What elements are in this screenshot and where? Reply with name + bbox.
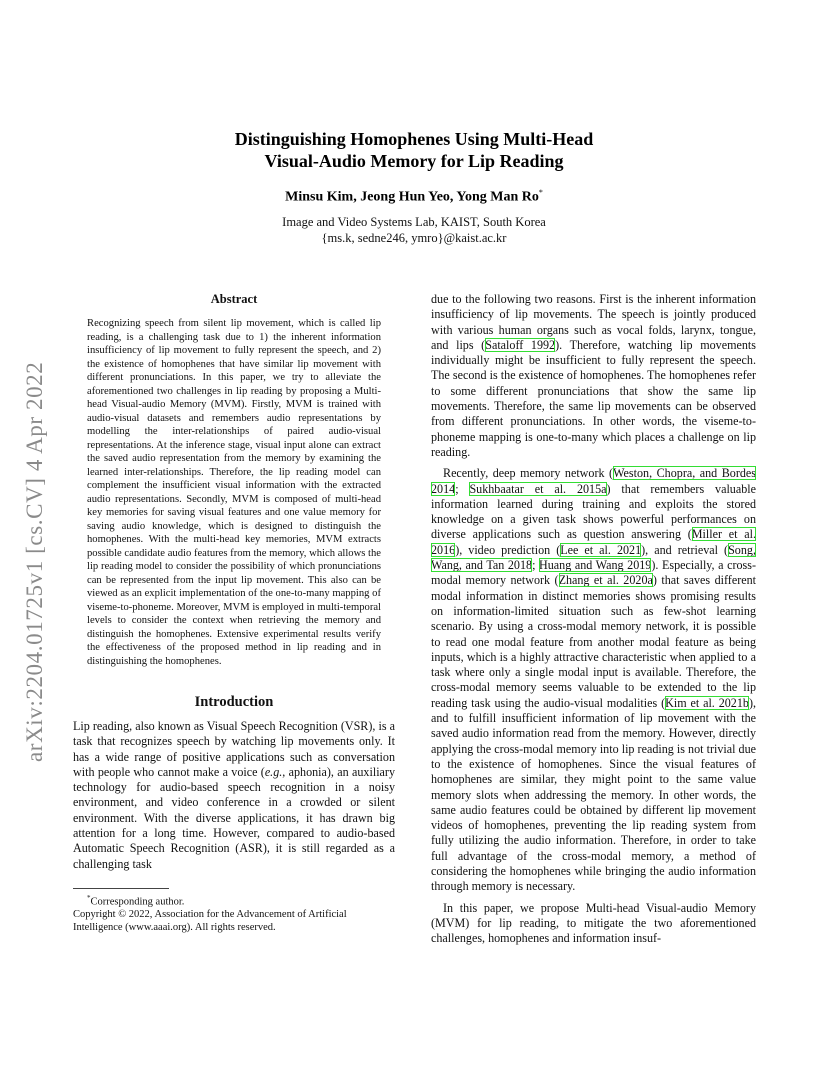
footnotes [73,892,395,935]
body-text-part: ), and retrieval ( [641,542,729,557]
affiliation-line: Image and Video Systems Lab, KAIST, South Korea [282,214,546,229]
intro-text-part: Lip reading, also known as Visual Speech Recognition (VSR), is a task that recognizes speech by watching lip movements only. It has a wide range of positive applications such as conversation with people who cannot make a voice ( [73,719,395,779]
introduction-heading: Introduction [194,694,274,710]
authors-text: Minsu Kim, Jeong Hun Yeo, Yong Man Ro [285,189,539,205]
intro-text-part: , aphonia), an auxiliary technology for audio-based speech recognition in a noisy environment, and video conference in a crowded or silent environment. With the diverse applications, it has drawn big attention for a long time. However, compared to audio-based Automatic Speech Recognition (ASR), it is still regarded as a challenging task [73,764,395,871]
arxiv-side-stamp: arXiv:2204.01725v1 [cs.CV] 4 Apr 2022 [22,361,47,762]
author-list [0,188,828,206]
body-text-part: Recently, deep memory network ( [443,466,614,481]
right-paragraph-2 [431,466,756,894]
body-text-part: ). Especially, a cross-modal memory network ( [431,558,756,588]
body-text-part: ) that remembers valuable information learned during training and exploits the stored knowledge on a given task shows powerful performances on diverse applications such as question answering ( [431,481,757,542]
intro-eg: e.g. [264,764,283,779]
body-text-part: ; [532,558,540,573]
paper-title [0,128,828,172]
right-paragraph-3: In this paper, we propose Multi-head Visual-audio Memory (MVM) for lip reading, to mitigate the two aforementioned challenges, homophenes and information insuf- [431,900,756,946]
citation-link[interactable]: Lee et al. 2021 [560,542,642,557]
body-text-part: ), and to fulfill insufficient information of lip movement with the saved audio information read from the memory. However, directly applying the cross-modal memory into lip reading is not trivial due to the existence of homophenes. Since the visual features of homophenes are similar, they might point to the same value memory slots when addressing the memory. In other words, the same audio features could be obtained by different lip movement videos of homophenes, preventing the lip reading system from fully utilizing the audio information. Therefore, in order to take full advantage of the cross-modal memory, a method of considering the homophenes while bringing the audio information through memory is necessary. [431,695,756,894]
left-column [73,292,395,934]
paper-header [0,128,828,246]
citation-link[interactable]: Sataloff 1992 [485,337,556,352]
footnote-text: Corresponding author. [90,896,185,908]
body-text-part: due to the following two reasons. First is the inherent information insufficiency of lip movements. The speech is jointly produced with various human organs such as vocal folds, larynx, tongue, and lips ( [431,292,756,352]
citation-link[interactable]: Weston, Chopra, and Bordes 2014 [431,466,756,496]
citation-link[interactable]: Zhang et al. 2020a [558,573,653,588]
body-text-part: ), video prediction ( [455,542,561,557]
citation-link[interactable]: Huang and Wang 2019 [539,558,652,573]
emails-line: {ms.k, sedne246, ymro}@kaist.ac.kr [321,230,507,245]
body-text-part: ; [455,481,470,496]
citation-link[interactable]: Sukhbaatar et al. 2015a [469,481,607,496]
footnote-divider [73,888,169,889]
citation-link[interactable]: Miller et al. 2016 [431,527,756,557]
author-footnote-mark: * [538,188,543,197]
footnote-corresponding [73,892,395,909]
citation-link[interactable]: Song, Wang, and Tan 2018 [431,542,756,573]
body-text-part: ). Therefore, watching lip movements individually might be insufficient to fully represent the speech. The second is the existence of homophenes. The homophenes refer to some different pronunciations that show the same lip movements. Therefore, the same lip movements can be observed from different pronunciations. In other words, the viseme-to-phoneme mapping is one-to-many which places a challenge on lip reading. [431,337,756,459]
right-paragraph-1 [431,292,756,460]
introduction-paragraph [73,719,395,872]
title-line-2: Visual-Audio Memory for Lip Reading [264,151,564,171]
affiliation [0,214,828,246]
title-line-1: Distinguishing Homophenes Using Multi-Head [234,129,594,149]
body-text-part: ) that saves different modal information in distinct memories shows promising results on information-limited situation such as few-shot learning scenario. By using a cross-modal memory network, it is possible to read one modal feature from another modal feature as being inputs, which is a highly attractive characteristic when applied to a task where only a single modal input is available. Therefore, the cross-modal memory seems valuable to be extended to the lip reading task using the audio-visual modalities ( [431,573,756,710]
right-column [431,292,756,946]
abstract-heading: Abstract [210,292,258,306]
abstract-text: Recognizing speech from silent lip movement, which is called lip reading, is a challenging task due to 1) the inherent information insufficiency of lip movement to fully represent the speech, and 2) the existence of homophenes that have similar lip movement with different pronunciations. In this paper, we try to alleviate the aforementioned two challenges in lip reading by proposing a Multi-head Visual-audio Memory (MVM). Firstly, MVM is trained with audio-visual datasets and remembers audio representations by modelling the inter-relationships of paired audio-visual representations. At the inference stage, visual input alone can extract the saved audio representation from the memory by examining the learned inter-relationships. Therefore, the lip reading model can complement the insufficient visual information with the extracted audio representations. Secondly, MVM is composed of multi-head key memories for saving visual features and one value memory for saving audio knowledge, which is designed to distinguish the homophenes. With the multi-head key memories, MVM extracts possible candidate audio features from the memory, which allows the lip reading model to consider the possibility of which pronunciations can be represented from the input lip movement. This also can be viewed as an explicit implementation of the one-to-many mapping of viseme-to-phoneme. Moreover, MVM is employed in multi-temporal levels to consider the context when retrieving the memory and distinguish the homophenes. Extensive experimental results verify the effectiveness of the proposed method in lip reading and in distinguishing the homophenes. [87,318,381,667]
citation-link[interactable]: Kim et al. 2021b [665,695,749,710]
footnote-copyright: Copyright © 2022, Association for the Advancement of Artificial Intelligence (www.aaai.org). All rights reserved. [73,909,347,934]
footnote-mark: * [87,893,91,902]
